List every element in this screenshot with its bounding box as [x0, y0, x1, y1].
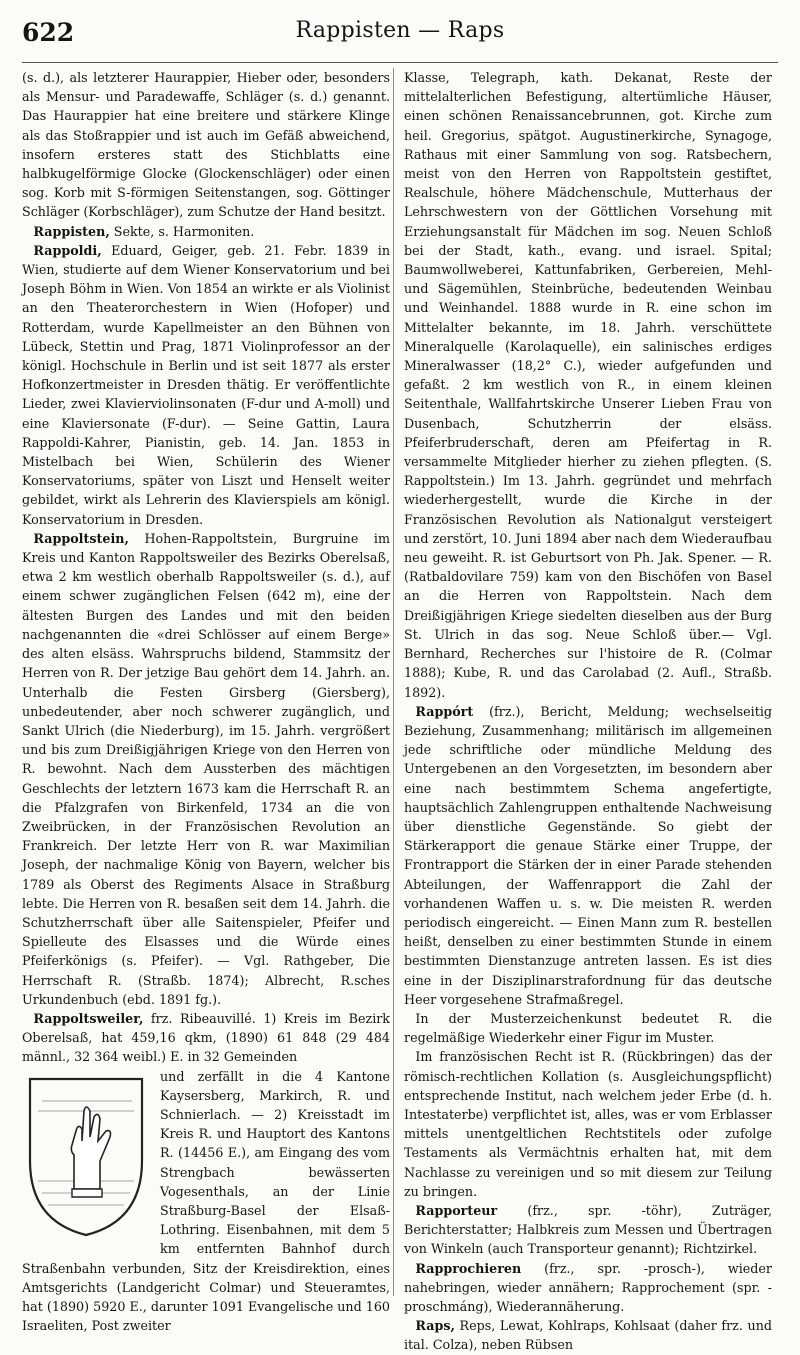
headword: Rappisten, [33, 223, 110, 239]
entry-rappisten [22, 222, 390, 241]
entry-rapport-recht: Im französischen Recht ist R. (Rückbringen) das der römisch-rechtlichen Kollation (s. Ausgleichungspflicht) entsprechende Institut, nach welchem jeder Erbe (d. h. Intestaterbe) verpflichtet ist, alles, was er vom Erblasser mittels unentgeltlichen Rechtstitels oder zufolge Testaments als Vermächtnis erhalten hat, mit dem Nachlasse zu vereinigen und so mit diesem zur Teilung zu bringen. [404, 1049, 772, 1199]
entry-text: frz. Ribeauvillé. 1) Kreis im Bezirk Oberelsaß, hat 459,16 qkm, (1890) 61 848 (29 484 männl., 32 364 weibl.) E. in 32 Gemeinden [22, 1010, 390, 1065]
entry-continuation: Klasse, Telegraph, kath. Dekanat, Reste der mittelalterlichen Befestigung, altertümliche Häuser, einen schönen Renaissancebrunnen, got. Kirche zum heil. Gregorius, spätgot. Augustinerkirche, Synagoge, Rathaus mit einer Sammlung von sog. Ratsbechern, meist von den Herren von Rappoltstein gestiftet, Realschule, höhere Mädchenschule, Mutterhaus der Lehrschwestern von der Göttlichen Vorsehung mit Erziehungsanstalt für Mädchen im sog. Neuen Schloß bei der Stadt, kath., evang. und israel. Spital; Baumwollweberei, Kattunfabriken, Gerbereien, Mehl- und Sägemühlen, Steinbrüche, bedeutenden Weinbau und Weinhandel. 1888 wurde in R. eine schon im Mittelalter bekannte, im 18. Jahrh. verschüttete Mineralquelle (Karolaquelle), ein salinisches erdiges Mineralwasser (18,2° C.), wieder aufgefunden und gefaßt. 2 km westlich von R., in einem kleinen Seitenthale, Wallfahrtskirche Unserer Lieben Frau von Dusenbach, Schutzherrin der elsäss. Pfeiferbruderschaft, deren am Pfeifertag in R. versammelte Mitglieder hierher zu ziehen pflegten. (S. Rappoltstein.) Im 13. Jahrh. gegründet und mehrfach wiederhergestellt, wurde die Kirche in der Französischen Revolution als Nationalgut versteigert und zerstört, 10. Juni 1894 aber nach dem Wiederaufbau neu geweiht. R. ist Geburtsort von Ph. Jak. Spener. — R. (Ratbaldovilare 759) kam von den Bischöfen von Basel an die Herren von Rappoltstein. Nach dem Dreißigjährigen Kriege siedelten dieselben aus der Burg St. Ulrich in das sog. Neue Schloß über.— Vgl. Bernhard, Recherches sur l'histoire de R. (Colmar 1888); Kube, R. und das Carolabad (2. Aufl., Straßb. 1892). [404, 70, 772, 700]
entry-text: Hohen-Rappoltstein, Burgruine im Kreis und Kanton Rappoltsweiler des Bezirks Oberelsaß, etwa 2 km westlich oberhalb Rappoltsweiler (s. d.), auf einem schwer zugänglichen Felsen (642 m), eine der ältesten Burgen des Landes und mit den beiden nachgenannten die «drei Schlösser auf einem Berge» des alten elsäss. Wahrspruchs bildend, Stammsitz der Herren von R. Der jetzige Bau gehört dem 14. Jahrh. an. Unterhalb die Festen Girsberg (Giersberg), unbedeutender, aber noch schwerer zugänglich, und Sankt Ulrich (die Niederburg), im 15. Jahrh. vergrößert und bis zum Dreißigjährigen Kriege von den Herren von R. bewohnt. Nach dem Aussterben des mächtigen Geschlechts der letztern 1673 kam die Herrschaft R. an die Pfalzgrafen von Birkenfeld, 1734 an die von Zweibrücken, in der Französischen Revolution an Frankreich. Der letzte Herr von R. war Maximilian Joseph, der nachmalige König von Bayern, welcher bis 1789 als Oberst des Regiments Alsace in Straßburg lebte. Die Herren von R. besaßen seit dem 14. Jahrh. die Schutzherrschaft über alle Saitenspieler, Pfeifer und Spielleute des Elsasses und die Würde eines Pfeiferkönigs (s. Pfeifer). — Vgl. Rathgeber, Die Herrschaft R. (Straßb. 1874); Albrecht, R.sches Urkundenbuch (ebd. 1891 fg.). [22, 530, 390, 1007]
entry-text: Sekte, s. Harmoniten. [109, 223, 255, 239]
headword: Rappórt [415, 703, 474, 719]
entry-rappoldi [22, 241, 390, 529]
entry-text: Eduard, Geiger, geb. 21. Febr. 1839 in Wien, studierte auf dem Wiener Konservatorium und bei Joseph Böhm in Wien. Von 1854 an wirkte er als Violinist an den Theaterorchestern in Wien (Hofoper) und Rotterdam, wurde Kapellmeister an den Bühnen von Lübeck, Stettin und Prag, 1871 Violinprofessor an der königl. Hochschule in Berlin und ist seit 1877 als erster Hofkonzertmeister in Dresden thätig. Er veröffentlichte Lieder, zwei Klavierviolinsonaten (F-dur und A-moll) und eine Klaviersonate (F-dur). — Seine Gattin, Laura Rappoldi-Kahrer, Pianistin, geb. 14. Jan. 1853 in Mistelbach bei Wien, Schülerin des Wiener Konservatoriums, später von Liszt und Henselt weiter gebildet, wirkt als Lehrerin des Klavierspiels am königl. Konservatorium in Dresden. [22, 242, 390, 527]
headword: Raps, [415, 1318, 455, 1334]
entry-rappoltstein [22, 529, 390, 1009]
headword: Rappoltstein, [33, 530, 129, 546]
entry-rapport-musterzeichen: In der Musterzeichenkunst bedeutet R. die regelmäßige Wiederkehr einer Figur im Muster. [404, 1010, 772, 1046]
right-column [404, 68, 772, 1353]
entry-rapprochieren [404, 1259, 772, 1317]
entry-text: Reps, Lewat, Kohlraps, Kohlsaat (daher frz. und ital. Colza), neben Rübsen [404, 1318, 772, 1353]
entry-rapporteur [404, 1201, 772, 1259]
page-number: 622 [22, 18, 75, 47]
entry-rappoltsweiler-continued: und zerfällt in die 4 Kantone Kaysersberg, Markirch, R. und Schnierlach. — 2) Kreisstadt im Kreis R. und Hauptort des Kantons R. (14456 E.), am Eingang des vom Strengbach bewässerten Vogesenthals, an der Linie Straßburg-Basel der Elsaß-Lothring. Eisenbahnen, mit dem 5 km entfernten Bahnhof durch Straßenbahn verbunden, Sitz der Kreisdirektion, eines Amtsgerichts (Landgericht Colmar) und Steueramtes, hat (1890) 5920 E., darunter 1091 Evangelische und 160 Israeliten, Post zweiter [22, 1068, 390, 1334]
header-rule [22, 62, 778, 63]
entry-continuation: (s. d.), als letzterer Haurappier, Hieber oder, besonders als Mensur- und Paradewaffe, Schläger (s. d.) genannt. Das Haurappier hat eine breitere und stärkere Klinge als das Stoßrappier und ist auch im Gefäß abweichend, insofern ersteres statt des Stichblatts eine halbkugelförmige Glocke (Glockenschläger) oder einen sog. Korb mit S-förmigen Seitenstangen, sog. Göttinger Schläger (Korbschläger), zum Schutze der Hand besitzt. [22, 70, 390, 220]
page-header [22, 18, 778, 58]
entry-raps [404, 1316, 772, 1354]
coat-of-arms-image [22, 1071, 150, 1241]
headword: Rapporteur [415, 1202, 498, 1218]
headword: Rappoldi, [33, 242, 102, 258]
column-divider [393, 68, 394, 1296]
headword: Rapprochieren [415, 1260, 522, 1276]
entry-rapport [404, 702, 772, 1009]
entry-rappoltsweiler [22, 1009, 390, 1067]
entry-text: (frz., spr. -prosch-), wieder nahebringen, wieder annähern; Rapprochement (spr. -proschmáng), Wiederannäherung. [404, 1260, 772, 1314]
headword: Rappoltsweiler, [33, 1010, 144, 1026]
entry-text: (frz.), Bericht, Meldung; wechselseitig Beziehung, Zusammenhang; militärisch im allgemeinen jede schriftliche oder mündliche Meldung des Untergebenen an den Vorgesetzten, im besondern aber eine nach bestimmtem Schema angefertigte, hauptsächlich Zahlengruppen enthaltende Nachweisung über dienstliche Gegenstände. So giebt der Stärkerapport die genaue Stärke einer Truppe, der Frontrapport die Stärken der in einer Parade stehenden Abteilungen, der Waffenrapport die Zahl der vorhandenen Waffen u. s. w. Die meisten R. werden periodisch eingereicht. — Einen Mann zum R. bestellen heißt, denselben zu einer bestimmten Stunde in einem bestimmten Dienstanzuge antreten lassen. Es ist dies eine in der Disziplinarstrafordnung für das deutsche Heer vorgesehene Strafmaßregel. [404, 703, 772, 1007]
running-head: Rappisten — Raps [295, 18, 505, 43]
entry-text: (frz., spr. -töhr), Zuträger, Berichterstatter; Halbkreis zum Messen und Übertragen von Winkeln (auch Transporteur genannt); Richtzirkel. [404, 1202, 772, 1257]
coat-of-arms-icon [22, 1071, 150, 1241]
left-column [22, 68, 390, 1334]
